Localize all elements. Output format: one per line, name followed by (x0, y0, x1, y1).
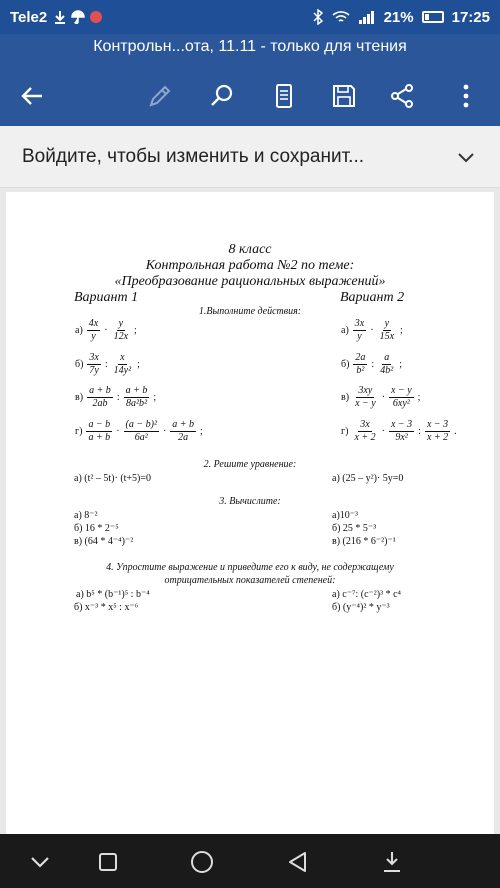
fraction (388, 385, 415, 410)
back-button[interactable] (12, 76, 52, 116)
document-area[interactable] (0, 188, 500, 834)
search-button[interactable] (202, 76, 242, 116)
fraction (424, 419, 451, 444)
search-icon (208, 82, 236, 110)
problem-label: а) (75, 325, 83, 336)
denominator: b² (356, 365, 365, 376)
sign-in-banner[interactable] (0, 126, 500, 188)
task4-v2-a: а) c⁻⁷: (c⁻²)³ * c⁴ (332, 589, 402, 600)
task4-heading-line2: отрицательных показателей степеней: (164, 575, 336, 586)
denominator: x − y (355, 398, 376, 409)
fraction (86, 385, 114, 410)
numerator: y (384, 318, 390, 329)
fraction (86, 318, 101, 343)
operator: · (381, 426, 385, 437)
fraction (352, 352, 368, 377)
fraction-problem (74, 318, 138, 343)
variant2-heading: Вариант 2 (340, 290, 405, 305)
fraction (123, 419, 160, 444)
problem-label: а) (341, 325, 349, 336)
fraction (86, 352, 101, 377)
test-title-line1: Контрольная работа №2 по теме: (145, 258, 355, 273)
numerator: 3x (89, 352, 99, 363)
numerator: 3x (360, 419, 370, 430)
numerator: x − y (391, 385, 412, 396)
task3-v1-c: в) (64 * 4⁻⁴)⁻² (74, 536, 134, 547)
denominator: 14y² (113, 365, 132, 376)
operator: ; (137, 359, 140, 370)
clock: 17:25 (451, 8, 490, 26)
save-icon (330, 82, 358, 110)
denominator: a + b (88, 432, 111, 443)
denominator: 15x (379, 331, 395, 342)
problem-label: б) (75, 359, 84, 370)
numerator: (a − b)² (125, 419, 157, 430)
task2-variant2: а) (25 – y²)· 5y=0 (332, 473, 404, 484)
fraction (352, 318, 367, 343)
recent-apps-button[interactable] (92, 846, 124, 878)
fraction (85, 419, 113, 444)
phone-view-icon (270, 82, 298, 110)
carrier-name: Tele2 (10, 8, 48, 26)
task3-v2-a: а)10⁻³ (332, 510, 359, 521)
system-navigation-bar (0, 834, 500, 888)
square-icon (95, 849, 121, 875)
numerator: a (384, 352, 390, 363)
fraction (377, 318, 397, 343)
fraction-problem (340, 385, 421, 410)
operator: : (104, 359, 108, 370)
test-title-line2: «Преобразование рациональных выражений» (114, 274, 386, 289)
bluetooth-icon (312, 9, 324, 25)
download-icon (53, 10, 67, 24)
battery-percent: 21% (383, 8, 414, 26)
task4-v1-a: а) b⁵ * (b⁻¹)⁵ : b⁻⁴ (76, 589, 150, 600)
numerator: a + b (172, 419, 195, 430)
numerator: a + b (89, 385, 111, 396)
fraction (169, 419, 197, 444)
operator: · (381, 392, 386, 403)
document-page (6, 192, 494, 834)
denominator: 4b² (380, 365, 394, 376)
battery-icon (422, 11, 444, 23)
numerator: 4x (88, 318, 99, 329)
operator: · (370, 325, 374, 336)
denominator: 6a² (134, 432, 148, 443)
reading-view-button[interactable] (264, 76, 304, 116)
fraction (352, 385, 379, 410)
pencil-icon (146, 82, 174, 110)
numerator: 3x (354, 318, 365, 329)
fraction (388, 419, 415, 444)
toolbar (0, 72, 500, 120)
operator: : (418, 426, 421, 437)
task3-v2-b: б) 25 * 5⁻³ (332, 523, 377, 534)
denominator: 2ab (92, 398, 108, 409)
task3-v2-c: в) (216 * 6⁻²)⁻¹ (332, 536, 396, 547)
chevron-down-icon[interactable] (454, 145, 478, 169)
task4-v1-b: б) x⁻³ * x⁵ : x⁻⁶ (74, 602, 139, 613)
edit-button[interactable] (140, 76, 180, 116)
denominator: 2a (178, 432, 189, 443)
problem-label: г) (341, 426, 349, 437)
task1-heading: 1.Выполните действия: (198, 306, 302, 317)
wifi-icon (332, 10, 350, 24)
back-arrow-icon (18, 82, 46, 110)
status-bar (0, 0, 500, 34)
more-options-button[interactable] (446, 76, 486, 116)
operator: · (162, 426, 167, 437)
fraction (377, 352, 396, 377)
numerator: 2a (355, 352, 366, 363)
denominator: x + 2 (426, 432, 449, 443)
fraction-problem (340, 318, 404, 343)
problem-label: в) (341, 392, 350, 403)
operator: ; (417, 392, 421, 403)
task2-heading: 2. Решите уравнение: (203, 459, 297, 470)
sign-in-banner-text: Войдите, чтобы изменить и сохранит... (22, 145, 365, 167)
fraction-problem (74, 385, 157, 410)
more-vertical-icon (452, 82, 480, 110)
task3-v1-a: а) 8⁻² (74, 510, 98, 521)
chevron-down-icon (27, 849, 53, 875)
operator: · (116, 426, 120, 437)
denominator: 8a²b² (125, 398, 147, 409)
operator: · (104, 325, 108, 336)
denominator: y (91, 331, 96, 342)
numerator: a + b (125, 385, 148, 396)
operator: : (116, 392, 120, 403)
task3-v1-b: б) 16 * 2⁻⁵ (74, 523, 119, 534)
numerator: a − b (88, 419, 111, 430)
collapse-button[interactable] (24, 846, 56, 878)
denominator: 9x² (395, 432, 408, 443)
operator: ; (134, 325, 137, 336)
document-title: Контрольн...ота, 11.11 - только для чтения (93, 38, 407, 55)
signal-icon (358, 10, 376, 24)
home-button[interactable] (186, 846, 218, 878)
numerator: 3xy (358, 385, 373, 396)
problem-label: г) (75, 426, 83, 437)
task3-heading: 3. Вычислите: (219, 496, 281, 507)
operator: : (371, 359, 375, 370)
task2-variant1: а) (t² – 5t)· (t+5)=0 (74, 473, 152, 484)
variant1-heading: Вариант 1 (74, 290, 139, 305)
denominator: x + 2 (354, 432, 376, 443)
fraction-problem (74, 352, 141, 377)
share-icon (388, 82, 416, 110)
problem-label: в) (75, 392, 84, 403)
back-nav-button[interactable] (282, 846, 314, 878)
share-button[interactable] (382, 76, 422, 116)
fraction (111, 352, 134, 377)
denominator: 6xy² (392, 398, 410, 409)
fraction (351, 419, 378, 444)
problem-label: б) (341, 359, 350, 370)
triangle-back-icon (285, 849, 311, 875)
operator: ; (200, 426, 203, 437)
denominator: 7y (89, 365, 99, 376)
pull-down-icon (379, 849, 405, 875)
denominator: y (357, 331, 362, 342)
operator: ; (400, 325, 403, 336)
task4-heading-line1: 4. Упростите выражение и приведите его к виду, не содержащему (106, 562, 394, 573)
fraction (123, 385, 151, 410)
fraction-problem (340, 419, 458, 444)
operator: ; (399, 359, 402, 370)
numerator: x − 3 (390, 419, 413, 430)
operator: . (454, 426, 457, 437)
fraction-problem (74, 419, 204, 444)
denominator: 12x (113, 331, 129, 342)
app-notification-icon (89, 10, 103, 24)
numerator: x − 3 (426, 419, 449, 430)
umbrella-icon (71, 10, 85, 24)
fraction (111, 318, 131, 343)
task4-v2-b: б) (y⁻⁴)² * y⁻³ (332, 602, 390, 613)
notification-pull-button[interactable] (376, 846, 408, 878)
fraction-problem (340, 352, 403, 377)
operator: ; (153, 392, 157, 403)
grade-heading: 8 класс (228, 242, 272, 257)
app-bar (0, 34, 500, 126)
numerator: y (118, 318, 124, 329)
numerator: x (120, 352, 125, 363)
save-button[interactable] (324, 76, 364, 116)
home-circle-icon (189, 849, 215, 875)
